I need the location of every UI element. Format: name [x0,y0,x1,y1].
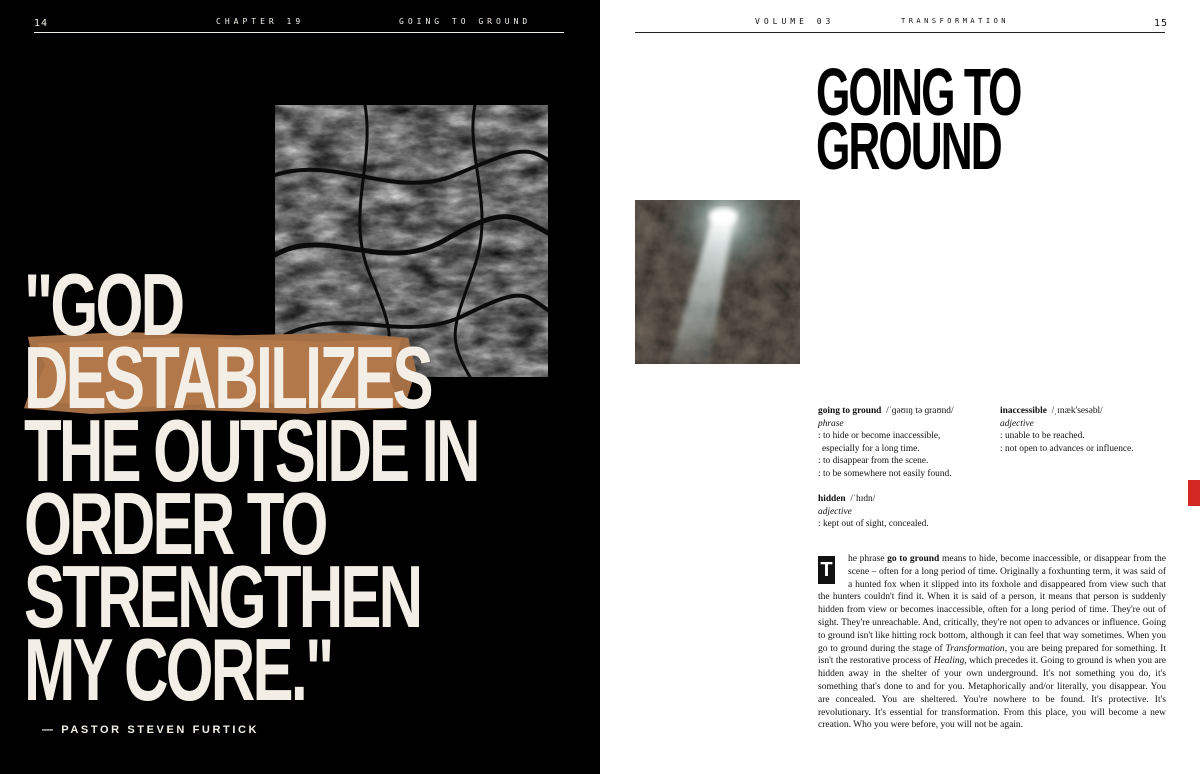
body-text: , you are being prepared for something. It isn't the restorative process of [818,643,1166,667]
definition-pos: adjective [818,506,852,517]
definition-going-to-ground [818,405,998,481]
definition-pos: phrase [818,418,844,429]
article-title [816,55,1021,184]
quote-attribution [42,724,259,736]
attribution-name: PASTOR STEVEN FURTICK [61,724,260,736]
body-text: , which precedes it. Going to ground is when you are hidden away in the shelter of your own underground. It's not something you do, it's something that's done to and for you. Metaphorically and/or literally, you disappear. You are concealed. You are sheltered. You're nowhere to be found. It's protective. It's revolutionary. It's essential for transformation. From this place, you will become a new creation. Who you were before, you will not be again. [818,656,1166,731]
pull-quote [24,255,478,719]
body-text: he phrase [848,554,888,564]
running-header-volume: VOLUME 03 [755,17,835,26]
right-page [600,0,1200,774]
definition-sense: : unable to be reached. [1000,431,1085,442]
quote-line: STRENGTHEN [24,547,421,646]
definition-sense: especially for a long time. [822,443,920,454]
running-header-chapter: CHAPTER 19 [216,17,305,26]
cave-light-photo [635,200,800,364]
title-line: GROUND [816,109,1001,184]
definition-sense: : to be somewhere not easily found. [818,468,952,479]
quote-line: DESTABILIZES [24,328,431,427]
page-number-right: 15 [1154,18,1169,29]
definition-pronunciation: /ˈhɪdn/ [850,494,876,504]
drop-cap: T [818,556,835,584]
quote-line: MY CORE." [24,620,332,719]
body-italic-term: Healing [933,656,965,667]
body-italic-term: Transformation [945,643,1005,654]
definition-inaccessible [1000,405,1170,455]
definition-pronunciation: /ˌɪnæk'sesəbl/ [1051,406,1103,416]
quote-line: THE OUTSIDE IN [24,401,478,500]
definition-sense: : to hide or become inaccessible, [818,431,941,442]
definition-word: going to ground [818,406,882,416]
running-header-section: GOING TO GROUND [399,17,532,26]
definition-word: inaccessible [1000,406,1047,416]
header-rule [635,32,1165,33]
quote-line: ORDER TO [24,474,326,573]
article-body [818,553,1166,732]
section-tab-marker [1188,480,1200,506]
body-text: means to hide, become inaccessible, or disappear from the scene – often for a long period of time. Originally a foxhunting term, it was said of a hunted fox when it slipped into its foxhole and disappeared from view such that the hunters couldn't find it. When it is said of a person, it means that person is suddenly hidden from view or becomes inaccessible, often for a long period of time. They're out of sight. They're unreachable. And, critically, they're not open to advances or influence. Going to ground isn't like hitting rock bottom, although it can feel that way sometimes. When you go to ground during the stage of [818,554,1166,654]
body-bold-phrase: go to ground [887,554,940,564]
definition-hidden [818,493,998,531]
attribution-dash: — [42,724,56,736]
quote-line: "GOD [24,255,183,354]
definition-sense: : to disappear from the scene. [818,456,929,467]
definition-word: hidden [818,494,846,504]
header-rule [34,32,564,33]
definition-pos: adjective [1000,418,1034,429]
running-header-section: TRANSFORMATION [901,17,1010,25]
definition-sense: : not open to advances or influence. [1000,443,1134,454]
definition-pronunciation: /ˈɡəʊɪŋ tə ɡraʊnd/ [886,406,954,416]
page-number-left: 14 [34,18,49,29]
title-line: GOING TO [816,55,1021,130]
definition-sense: : kept out of sight, concealed. [818,519,929,530]
